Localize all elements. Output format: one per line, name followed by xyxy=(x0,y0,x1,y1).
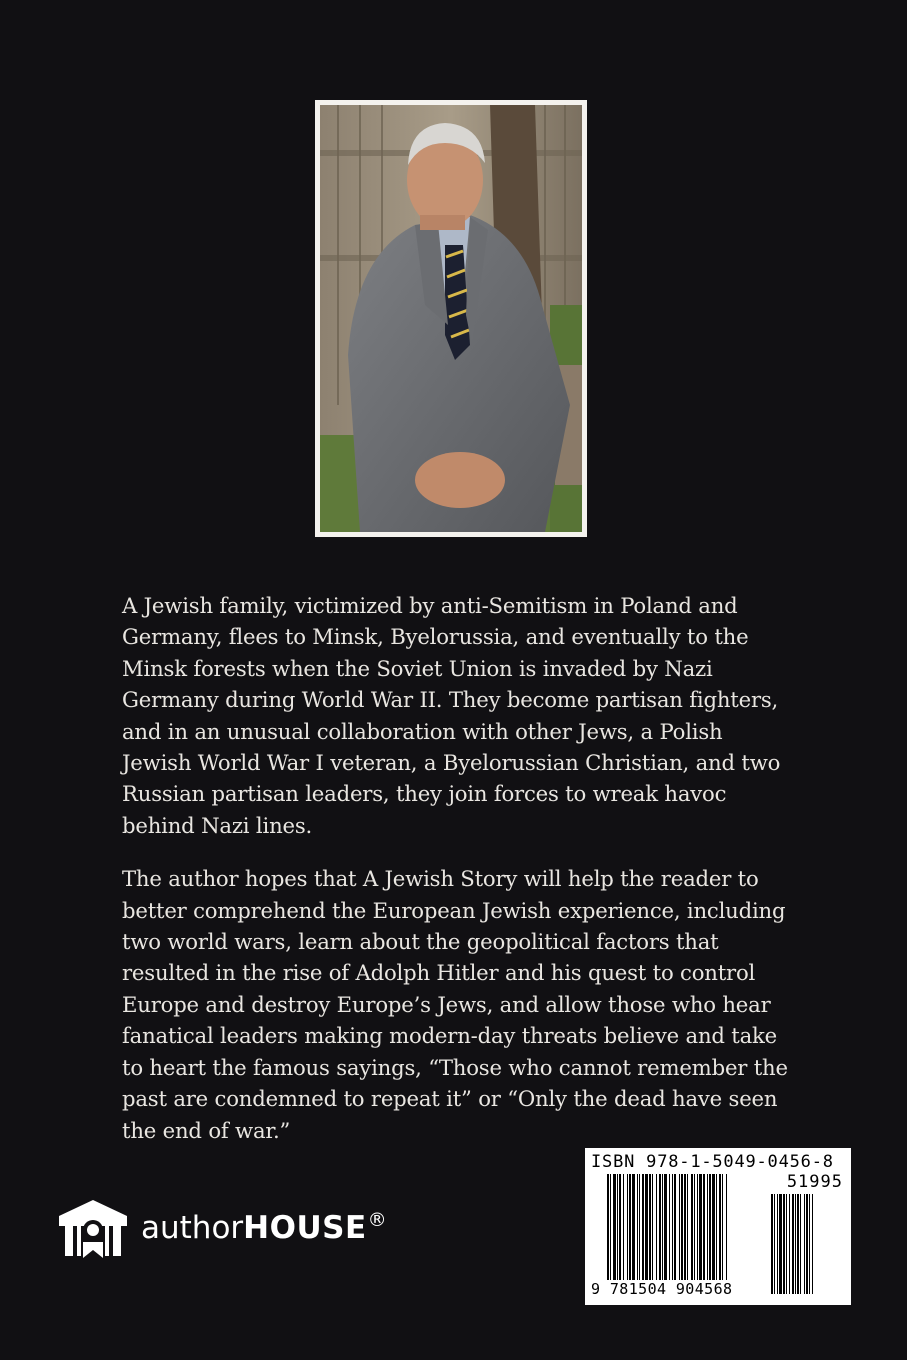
barcode-bar xyxy=(637,1174,638,1282)
barcode-bar xyxy=(619,1174,621,1282)
barcode-bar xyxy=(669,1174,670,1282)
isbn-barcode xyxy=(585,1148,851,1305)
barcode-bar xyxy=(684,1174,686,1282)
barcode-bar xyxy=(672,1174,673,1282)
addon-bar xyxy=(797,1194,799,1294)
barcode-bar xyxy=(613,1174,616,1282)
barcode-bar xyxy=(652,1174,653,1282)
barcode-bar xyxy=(632,1174,635,1282)
publisher-name-upper: HOUSE xyxy=(243,1209,367,1246)
ean-digits: 9 781504 904568 xyxy=(591,1280,733,1298)
barcode-bar xyxy=(687,1174,688,1282)
barcode-bar xyxy=(610,1174,611,1282)
barcode-bar xyxy=(627,1174,628,1282)
addon-bar xyxy=(779,1194,782,1294)
barcode-bar xyxy=(645,1174,648,1282)
barcode-bar xyxy=(679,1174,680,1282)
barcode-bar xyxy=(639,1174,640,1282)
addon-bar xyxy=(789,1194,790,1294)
publisher-name-lower: author xyxy=(141,1209,244,1246)
author-portrait-image xyxy=(320,105,582,532)
barcode-bar xyxy=(681,1174,683,1282)
addon-bar xyxy=(812,1194,813,1294)
barcode-bar xyxy=(664,1174,667,1282)
barcode-bar xyxy=(709,1174,711,1282)
addon-bar xyxy=(804,1194,805,1294)
author-photo xyxy=(315,100,587,537)
publisher-logo xyxy=(55,1196,387,1258)
back-cover-blurb xyxy=(122,590,790,1168)
addon-bar xyxy=(806,1194,808,1294)
addon-bar xyxy=(786,1194,787,1294)
barcode-bar xyxy=(649,1174,651,1282)
addon-bar xyxy=(777,1194,778,1294)
blurb-paragraph-2: The author hopes that A Jewish Story will help the reader to better comprehend the European Jewish experience, including two world wars, learn about the geopolitical factors that resulted in the rise of Adolph Hitler and his quest to control Europe and destroy Europe’s Jews, and allow those who hear fanatical leaders making modern-day threats believe and take to heart the famous sayings, “Those who cannot remember the past are condemned to repeat it” or “Only the dead have seen the end of war.” xyxy=(122,866,788,1143)
barcode-bar xyxy=(707,1174,708,1282)
publisher-name xyxy=(141,1208,387,1246)
addon-bar xyxy=(795,1194,796,1294)
addon-bar xyxy=(771,1194,773,1294)
barcode-bar xyxy=(712,1174,715,1282)
barcode-bar xyxy=(703,1174,705,1282)
barcode-bar xyxy=(659,1174,661,1282)
barcode-bar xyxy=(694,1174,695,1282)
barcode-bar xyxy=(719,1174,721,1282)
isbn-label: ISBN 978-1-5049-0456-8 xyxy=(591,1152,834,1172)
blurb-paragraph-1: A Jewish family, victimized by anti-Semitism in Poland and Germany, flees to Minsk, Byelorussia, and eventually to the Minsk forests when the Soviet Union is invaded by Nazi Germany during World War II. They become partisan fighters, and in an unusual collaboration with other Jews, a Polish Jewish World War I veteran, a Byelorussian Christian, and two Russian partisan leaders, they join forces to wreak havoc behind Nazi lines. xyxy=(122,593,781,838)
addon-bar xyxy=(792,1194,794,1294)
barcode-bar xyxy=(662,1174,663,1282)
addon-bar xyxy=(800,1194,801,1294)
barcode-bar xyxy=(623,1174,624,1282)
barcode-bar xyxy=(642,1174,644,1282)
authorhouse-logo-icon xyxy=(55,1196,131,1258)
addon-bar xyxy=(783,1194,785,1294)
barcode-bar xyxy=(699,1174,702,1282)
barcode-bar xyxy=(716,1174,717,1282)
barcode-bar xyxy=(656,1174,657,1282)
addon-bar xyxy=(809,1194,810,1294)
barcode-bar xyxy=(629,1174,631,1282)
addon-bar xyxy=(774,1194,775,1294)
barcode-bar xyxy=(726,1174,727,1282)
barcode-bar xyxy=(617,1174,618,1282)
barcode-bar xyxy=(691,1174,693,1282)
barcode-bar xyxy=(607,1174,609,1282)
barcode-bar xyxy=(674,1174,676,1282)
registered-mark: ® xyxy=(367,1208,387,1231)
barcode-bar xyxy=(722,1174,723,1282)
price-addon-digits: 51995 xyxy=(786,1172,843,1192)
barcode-bar xyxy=(697,1174,698,1282)
